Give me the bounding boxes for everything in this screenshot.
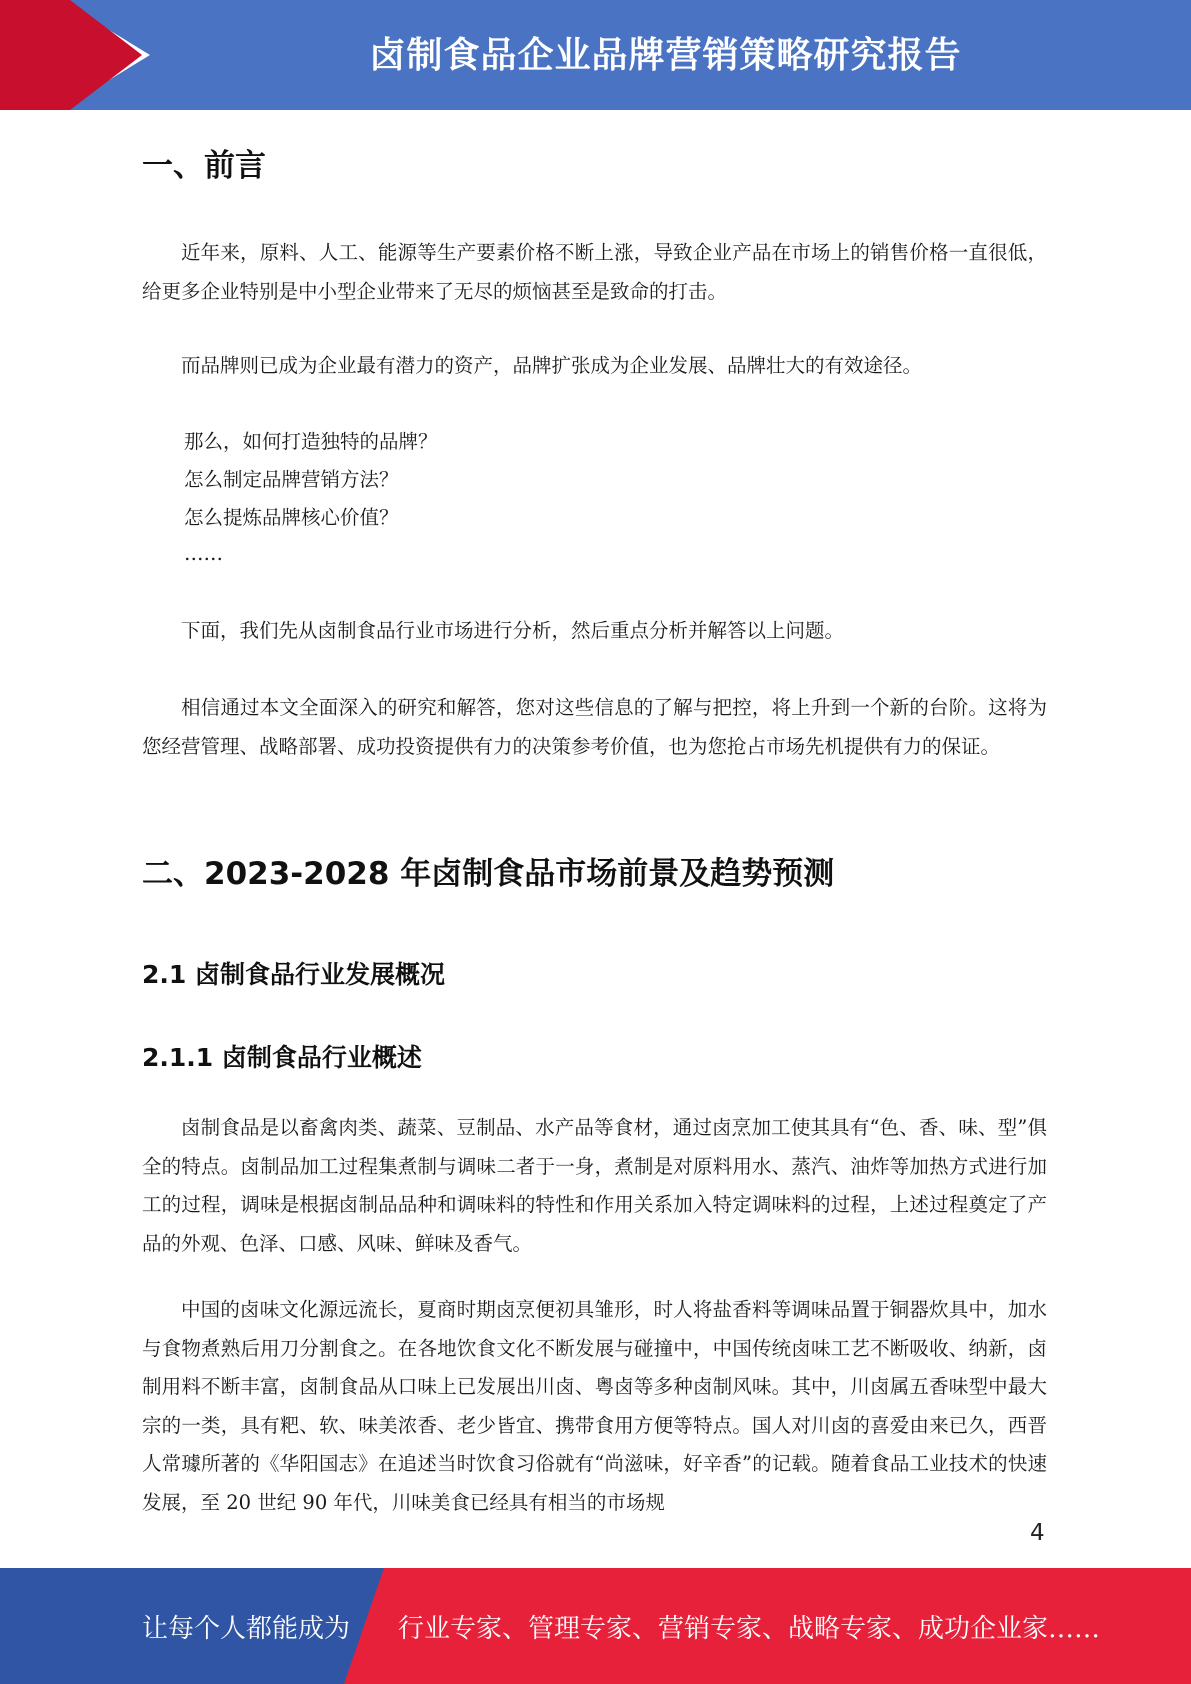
section-1-heading: 一、前言 bbox=[142, 148, 266, 184]
section-1-paragraph-2: 而品牌则已成为企业最有潜力的资产，品牌扩张成为企业发展、品牌壮大的有效途径。 bbox=[181, 354, 923, 377]
section-2-1-1-heading: 2.1.1 卤制食品行业概述 bbox=[142, 1043, 422, 1072]
header-banner bbox=[0, 0, 1191, 110]
section-2-1-1-paragraph-1: 卤制食品是以畜禽肉类、蔬菜、豆制品、水产品等食材，通过卤烹加工使其具有“色、香、味、型”俱全的特点。卤制品加工过程集煮制与调味二者于一身，煮制是对原料用水、蒸汽、油炸等加热方式进行加工的过程，调味是根据卤制品品种和调味料的特性和作用关系加入特定调味料的过程，上述过程奠定了产品的外观、色泽、口感、风味、鲜味及香气。 bbox=[142, 1116, 1047, 1255]
document-title: 卤制食品企业品牌营销策略研究报告 bbox=[369, 34, 962, 76]
section-1-paragraph-1: 近年来，原料、人工、能源等生产要素价格不断上涨，导致企业产品在市场上的销售价格一直很低，给更多企业特别是中小型企业带来了无尽的烦恼甚至是致命的打击。 bbox=[142, 241, 1047, 303]
section-1-ellipsis: …… bbox=[184, 542, 223, 565]
page-number: 4 bbox=[1030, 1520, 1045, 1546]
section-2-heading: 二、2023-2028 年卤制食品市场前景及趋势预测 bbox=[142, 856, 835, 892]
section-1-paragraph-4: 相信通过本文全面深入的研究和解答，您对这些信息的了解与把控，将上升到一个新的台阶。这将为您经营管理、战略部署、成功投资提供有力的决策参考价值，也为您抢占市场先机提供有力的保证。 bbox=[142, 696, 1047, 758]
footer-slogan-left: 让每个人都能成为 bbox=[142, 1613, 351, 1644]
section-2-1-1-paragraph-2: 中国的卤味文化源远流长，夏商时期卤烹便初具雏形，时人将盐香料等调味品置于铜器炊具中，加水与食物煮熟后用刀分割食之。在各地饮食文化不断发展与碰撞中，中国传统卤味工艺不断吸收、纳新，卤制用料不断丰富，卤制食品从口味上已发展出川卤、粤卤等多种卤制风味。其中，川卤属五香味型中最大宗的一类，具有粑、软、味美浓香、老少皆宜、携带食用方便等特点。国人对川卤的喜爱由来已久，西晋人常璩所著的《华阳国志》在追述当时饮食习俗就有“尚滋味，好辛香”的记载。随着食品工业技术的快速发展，至 20 世纪 90 年代，川味美食已经具有相当的市场规 bbox=[142, 1298, 1047, 1514]
section-1-paragraph-3: 下面，我们先从卤制食品行业市场进行分析，然后重点分析并解答以上问题。 bbox=[181, 619, 845, 642]
section-2-1-heading: 2.1 卤制食品行业发展概况 bbox=[142, 960, 445, 989]
footer-banner bbox=[0, 1568, 1191, 1684]
section-1-question-2: 怎么制定品牌营销方法？ bbox=[184, 468, 399, 491]
footer-slogan-right: 行业专家、管理专家、营销专家、战略专家、成功企业家…… bbox=[398, 1613, 1101, 1644]
section-1-question-1: 那么，如何打造独特的品牌？ bbox=[184, 430, 438, 453]
section-1-question-3: 怎么提炼品牌核心价值？ bbox=[184, 506, 399, 529]
header-chevron-decoration bbox=[0, 0, 160, 110]
